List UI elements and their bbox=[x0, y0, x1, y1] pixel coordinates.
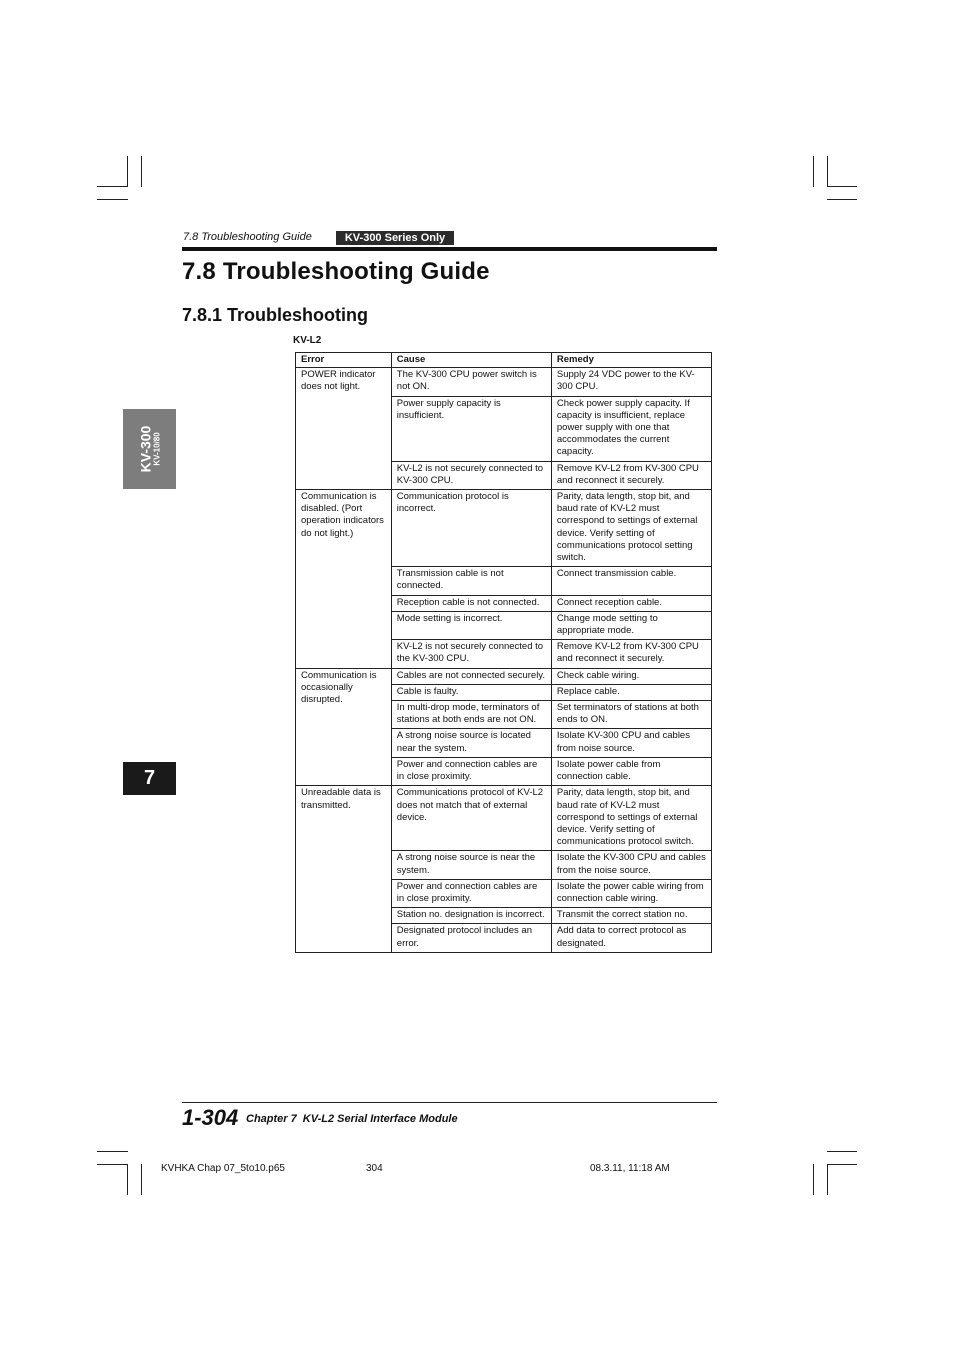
remedy-cell: Isolate the KV-300 CPU and cables from the noise source. bbox=[551, 851, 711, 879]
cause-cell: Cable is faulty. bbox=[391, 684, 551, 700]
cause-cell: Communication protocol is incorrect. bbox=[391, 490, 551, 567]
crop-mark bbox=[827, 1151, 857, 1152]
remedy-cell: Supply 24 VDC power to the KV-300 CPU. bbox=[551, 368, 711, 396]
table-label: KV-L2 bbox=[293, 335, 322, 346]
page-number: 1-304 bbox=[182, 1105, 239, 1130]
crop-mark bbox=[827, 199, 857, 200]
footer-rule bbox=[182, 1102, 717, 1103]
remedy-cell: Replace cable. bbox=[551, 684, 711, 700]
crop-mark bbox=[127, 1164, 128, 1195]
remedy-cell: Parity, data length, stop bit, and baud rate of KV-L2 must correspond to settings of external device. Verify setting of communications protocol setting switch. bbox=[551, 490, 711, 567]
remedy-cell: Parity, data length, stop bit, and baud rate of KV-L2 must correspond to settings of external device. Verify setting of communications protocol switch. bbox=[551, 786, 711, 851]
running-header: 7.8 Troubleshooting Guide bbox=[183, 231, 312, 243]
series-badge: KV-300 Series Only bbox=[336, 231, 454, 245]
crop-mark bbox=[141, 1164, 142, 1195]
error-cell: Unreadable data is transmitted. bbox=[296, 786, 392, 952]
remedy-cell: Remove KV-L2 from KV-300 CPU and reconnect it securely. bbox=[551, 640, 711, 668]
cause-cell: Transmission cable is not connected. bbox=[391, 567, 551, 595]
side-tab-sub: KV-10/80 bbox=[152, 432, 162, 466]
error-cell: Communication is occasionally disrupted. bbox=[296, 668, 392, 786]
section-title: 7.8.1 Troubleshooting bbox=[182, 305, 369, 325]
slug-timestamp: 08.3.11, 11:18 AM bbox=[590, 1163, 670, 1174]
cause-cell: The KV-300 CPU power switch is not ON. bbox=[391, 368, 551, 396]
crop-mark bbox=[827, 186, 857, 187]
slug-file: KVHKA Chap 07_5to10.p65 bbox=[161, 1163, 285, 1174]
column-header-remedy: Remedy bbox=[551, 353, 711, 368]
crop-mark bbox=[97, 186, 128, 187]
table-header-row bbox=[296, 353, 712, 368]
remedy-cell: Check power supply capacity. If capacity is insufficient, replace power supply with one that accommodates the current capacity. bbox=[551, 396, 711, 461]
side-tab bbox=[123, 409, 176, 489]
header-rule bbox=[182, 247, 717, 251]
remedy-cell: Isolate power cable from connection cable. bbox=[551, 757, 711, 785]
footer-chapter-title: KV-L2 Serial Interface Module bbox=[302, 1113, 458, 1125]
column-header-error: Error bbox=[296, 353, 392, 368]
table-row bbox=[296, 786, 712, 851]
column-header-cause: Cause bbox=[391, 353, 551, 368]
cause-cell: A strong noise source is located near the system. bbox=[391, 729, 551, 757]
cause-cell: Power supply capacity is insufficient. bbox=[391, 396, 551, 461]
troubleshooting-table bbox=[295, 352, 712, 953]
remedy-cell: Check cable wiring. bbox=[551, 668, 711, 684]
error-cell: Communication is disabled. (Port operation indicators do not light.) bbox=[296, 490, 392, 669]
slug-page: 304 bbox=[366, 1163, 383, 1174]
cause-cell: A strong noise source is near the system. bbox=[391, 851, 551, 879]
table-row bbox=[296, 668, 712, 684]
remedy-cell: Isolate the power cable wiring from connection cable wiring. bbox=[551, 879, 711, 907]
crop-mark bbox=[827, 1164, 857, 1165]
remedy-cell: Set terminators of stations at both ends to ON. bbox=[551, 701, 711, 729]
table-row bbox=[296, 368, 712, 396]
chapter-tab: 7 bbox=[123, 762, 176, 795]
remedy-cell: Transmit the correct station no. bbox=[551, 908, 711, 924]
cause-cell: Power and connection cables are in close proximity. bbox=[391, 879, 551, 907]
page-title: 7.8 Troubleshooting Guide bbox=[182, 258, 490, 285]
cause-cell: KV-L2 is not securely connected to KV-300 CPU. bbox=[391, 461, 551, 489]
crop-mark bbox=[97, 199, 128, 200]
crop-mark bbox=[827, 1164, 828, 1195]
remedy-cell: Connect reception cable. bbox=[551, 595, 711, 611]
crop-mark bbox=[141, 156, 142, 187]
cause-cell: Station no. designation is incorrect. bbox=[391, 908, 551, 924]
cause-cell: KV-L2 is not securely connected to the KV-300 CPU. bbox=[391, 640, 551, 668]
crop-mark bbox=[813, 1164, 814, 1195]
cause-cell: Designated protocol includes an error. bbox=[391, 924, 551, 952]
cause-cell: Reception cable is not connected. bbox=[391, 595, 551, 611]
remedy-cell: Isolate KV-300 CPU and cables from noise source. bbox=[551, 729, 711, 757]
table-row bbox=[296, 490, 712, 567]
crop-mark bbox=[827, 156, 828, 187]
remedy-cell: Remove KV-L2 from KV-300 CPU and reconnect it securely. bbox=[551, 461, 711, 489]
crop-mark bbox=[97, 1151, 128, 1152]
crop-mark bbox=[813, 156, 814, 187]
footer-chapter bbox=[246, 1113, 458, 1125]
crop-mark bbox=[97, 1164, 128, 1165]
cause-cell: Cables are not connected securely. bbox=[391, 668, 551, 684]
remedy-cell: Add data to correct protocol as designated. bbox=[551, 924, 711, 952]
side-tab-main: KV-300 bbox=[137, 425, 154, 473]
cause-cell: Mode setting is incorrect. bbox=[391, 611, 551, 639]
footer-chapter-number: Chapter 7 bbox=[246, 1113, 297, 1125]
remedy-cell: Connect transmission cable. bbox=[551, 567, 711, 595]
remedy-cell: Change mode setting to appropriate mode. bbox=[551, 611, 711, 639]
error-cell: POWER indicator does not light. bbox=[296, 368, 392, 490]
cause-cell: Communications protocol of KV-L2 does not match that of external device. bbox=[391, 786, 551, 851]
cause-cell: Power and connection cables are in close proximity. bbox=[391, 757, 551, 785]
crop-mark bbox=[127, 156, 128, 187]
cause-cell: In multi-drop mode, terminators of stations at both ends are not ON. bbox=[391, 701, 551, 729]
